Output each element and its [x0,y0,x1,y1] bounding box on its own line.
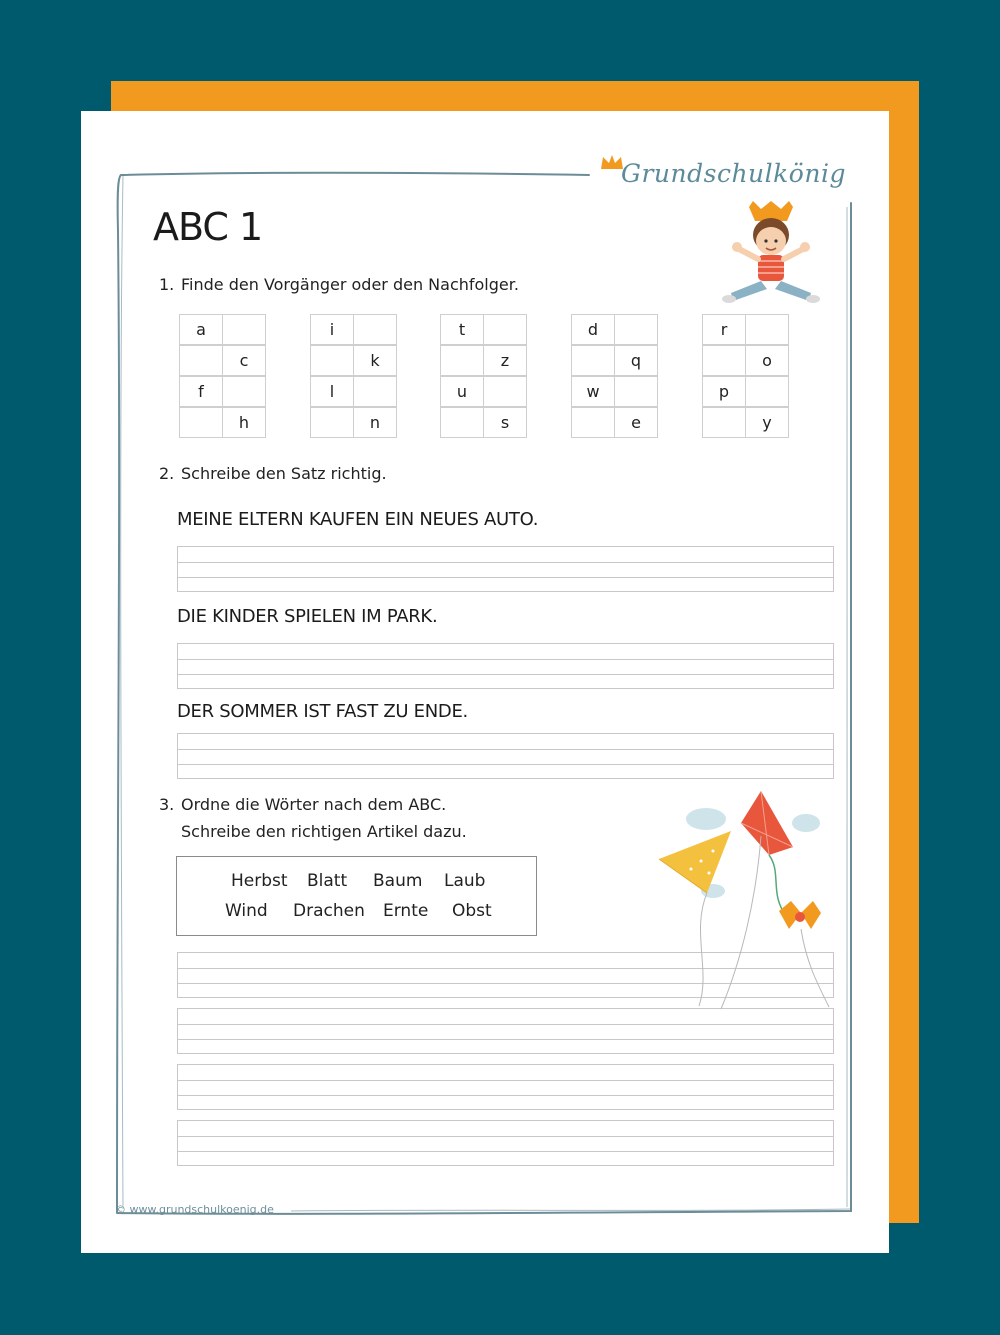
task-2-text: Schreibe den Satz richtig. [181,464,387,483]
letter-grid [179,314,267,438]
blank-cell[interactable] [440,345,484,376]
task-1-instruction [159,275,519,294]
task-3-instruction-line2: Schreibe den richtigen Artikel dazu. [181,822,467,841]
boy-with-crown-illustration [721,201,821,321]
letter-cell: z [483,345,527,376]
word: Baum [373,871,423,891]
letter-cell: d [571,314,615,345]
task-3-text-line1: Ordne die Wörter nach dem ABC. [181,795,447,814]
letter-cell: p [702,376,746,407]
sentence-3: DER SOMMER IST FAST ZU ENDE. [177,701,468,722]
letter-cell: s [483,407,527,438]
task-3-number: 3. [159,795,175,814]
task-3-instruction [159,795,446,814]
writing-line-1[interactable] [177,546,834,592]
writing-line-6[interactable] [177,1064,834,1110]
letter-grid [440,314,528,438]
blank-cell[interactable] [614,314,658,345]
sentence-2: DIE KINDER SPIELEN IM PARK. [177,606,438,627]
task-1-number: 1. [159,275,175,294]
blank-cell[interactable] [483,314,527,345]
blank-cell[interactable] [483,376,527,407]
letter-cell: w [571,376,615,407]
blank-cell[interactable] [310,407,354,438]
letter-cell: a [179,314,223,345]
letter-cell: c [222,345,266,376]
word: Wind [225,901,268,921]
page-title: ABC 1 [153,205,263,249]
letter-grid [571,314,659,438]
blank-cell[interactable] [702,345,746,376]
footer-copyright: © www.grundschulkoenig.de [115,1203,274,1216]
kites-illustration [641,781,841,1011]
worksheet-page [81,111,889,1253]
sentence-1: MEINE ELTERN KAUFEN EIN NEUES AUTO. [177,509,539,530]
letter-cell: e [614,407,658,438]
writing-line-2[interactable] [177,643,834,689]
blank-cell[interactable] [702,407,746,438]
letter-cell: r [702,314,746,345]
letter-cell: f [179,376,223,407]
blank-cell[interactable] [571,407,615,438]
letter-grid [310,314,398,438]
blank-cell[interactable] [222,376,266,407]
blank-cell[interactable] [179,345,223,376]
letter-cell: o [745,345,789,376]
blank-cell[interactable] [222,314,266,345]
blank-cell[interactable] [745,314,789,345]
letter-cell: q [614,345,658,376]
letter-cell: t [440,314,484,345]
writing-line-3[interactable] [177,733,834,779]
word: Blatt [307,871,348,891]
blank-cell[interactable] [614,376,658,407]
writing-line-5[interactable] [177,1008,834,1054]
blank-cell[interactable] [310,345,354,376]
letter-cell: y [745,407,789,438]
brand-name: Grundschulkönig [621,159,846,188]
brand-logo [599,153,859,193]
task-2-number: 2. [159,464,175,483]
letter-cell: u [440,376,484,407]
letter-cell: l [310,376,354,407]
letter-cell: h [222,407,266,438]
writing-line-7[interactable] [177,1120,834,1166]
word-box [176,856,537,936]
blank-cell[interactable] [179,407,223,438]
blank-cell[interactable] [440,407,484,438]
word: Herbst [231,871,288,891]
word: Obst [452,901,492,921]
blank-cell[interactable] [571,345,615,376]
word: Laub [444,871,486,891]
letter-grid [702,314,790,438]
word: Drachen [293,901,365,921]
blank-cell[interactable] [353,376,397,407]
word: Ernte [383,901,429,921]
letter-cell: n [353,407,397,438]
task-2-instruction [159,464,387,483]
letter-cell: k [353,345,397,376]
blank-cell[interactable] [353,314,397,345]
letter-cell: i [310,314,354,345]
task-1-text: Finde den Vorgänger oder den Nachfolger. [181,275,519,294]
blank-cell[interactable] [745,376,789,407]
